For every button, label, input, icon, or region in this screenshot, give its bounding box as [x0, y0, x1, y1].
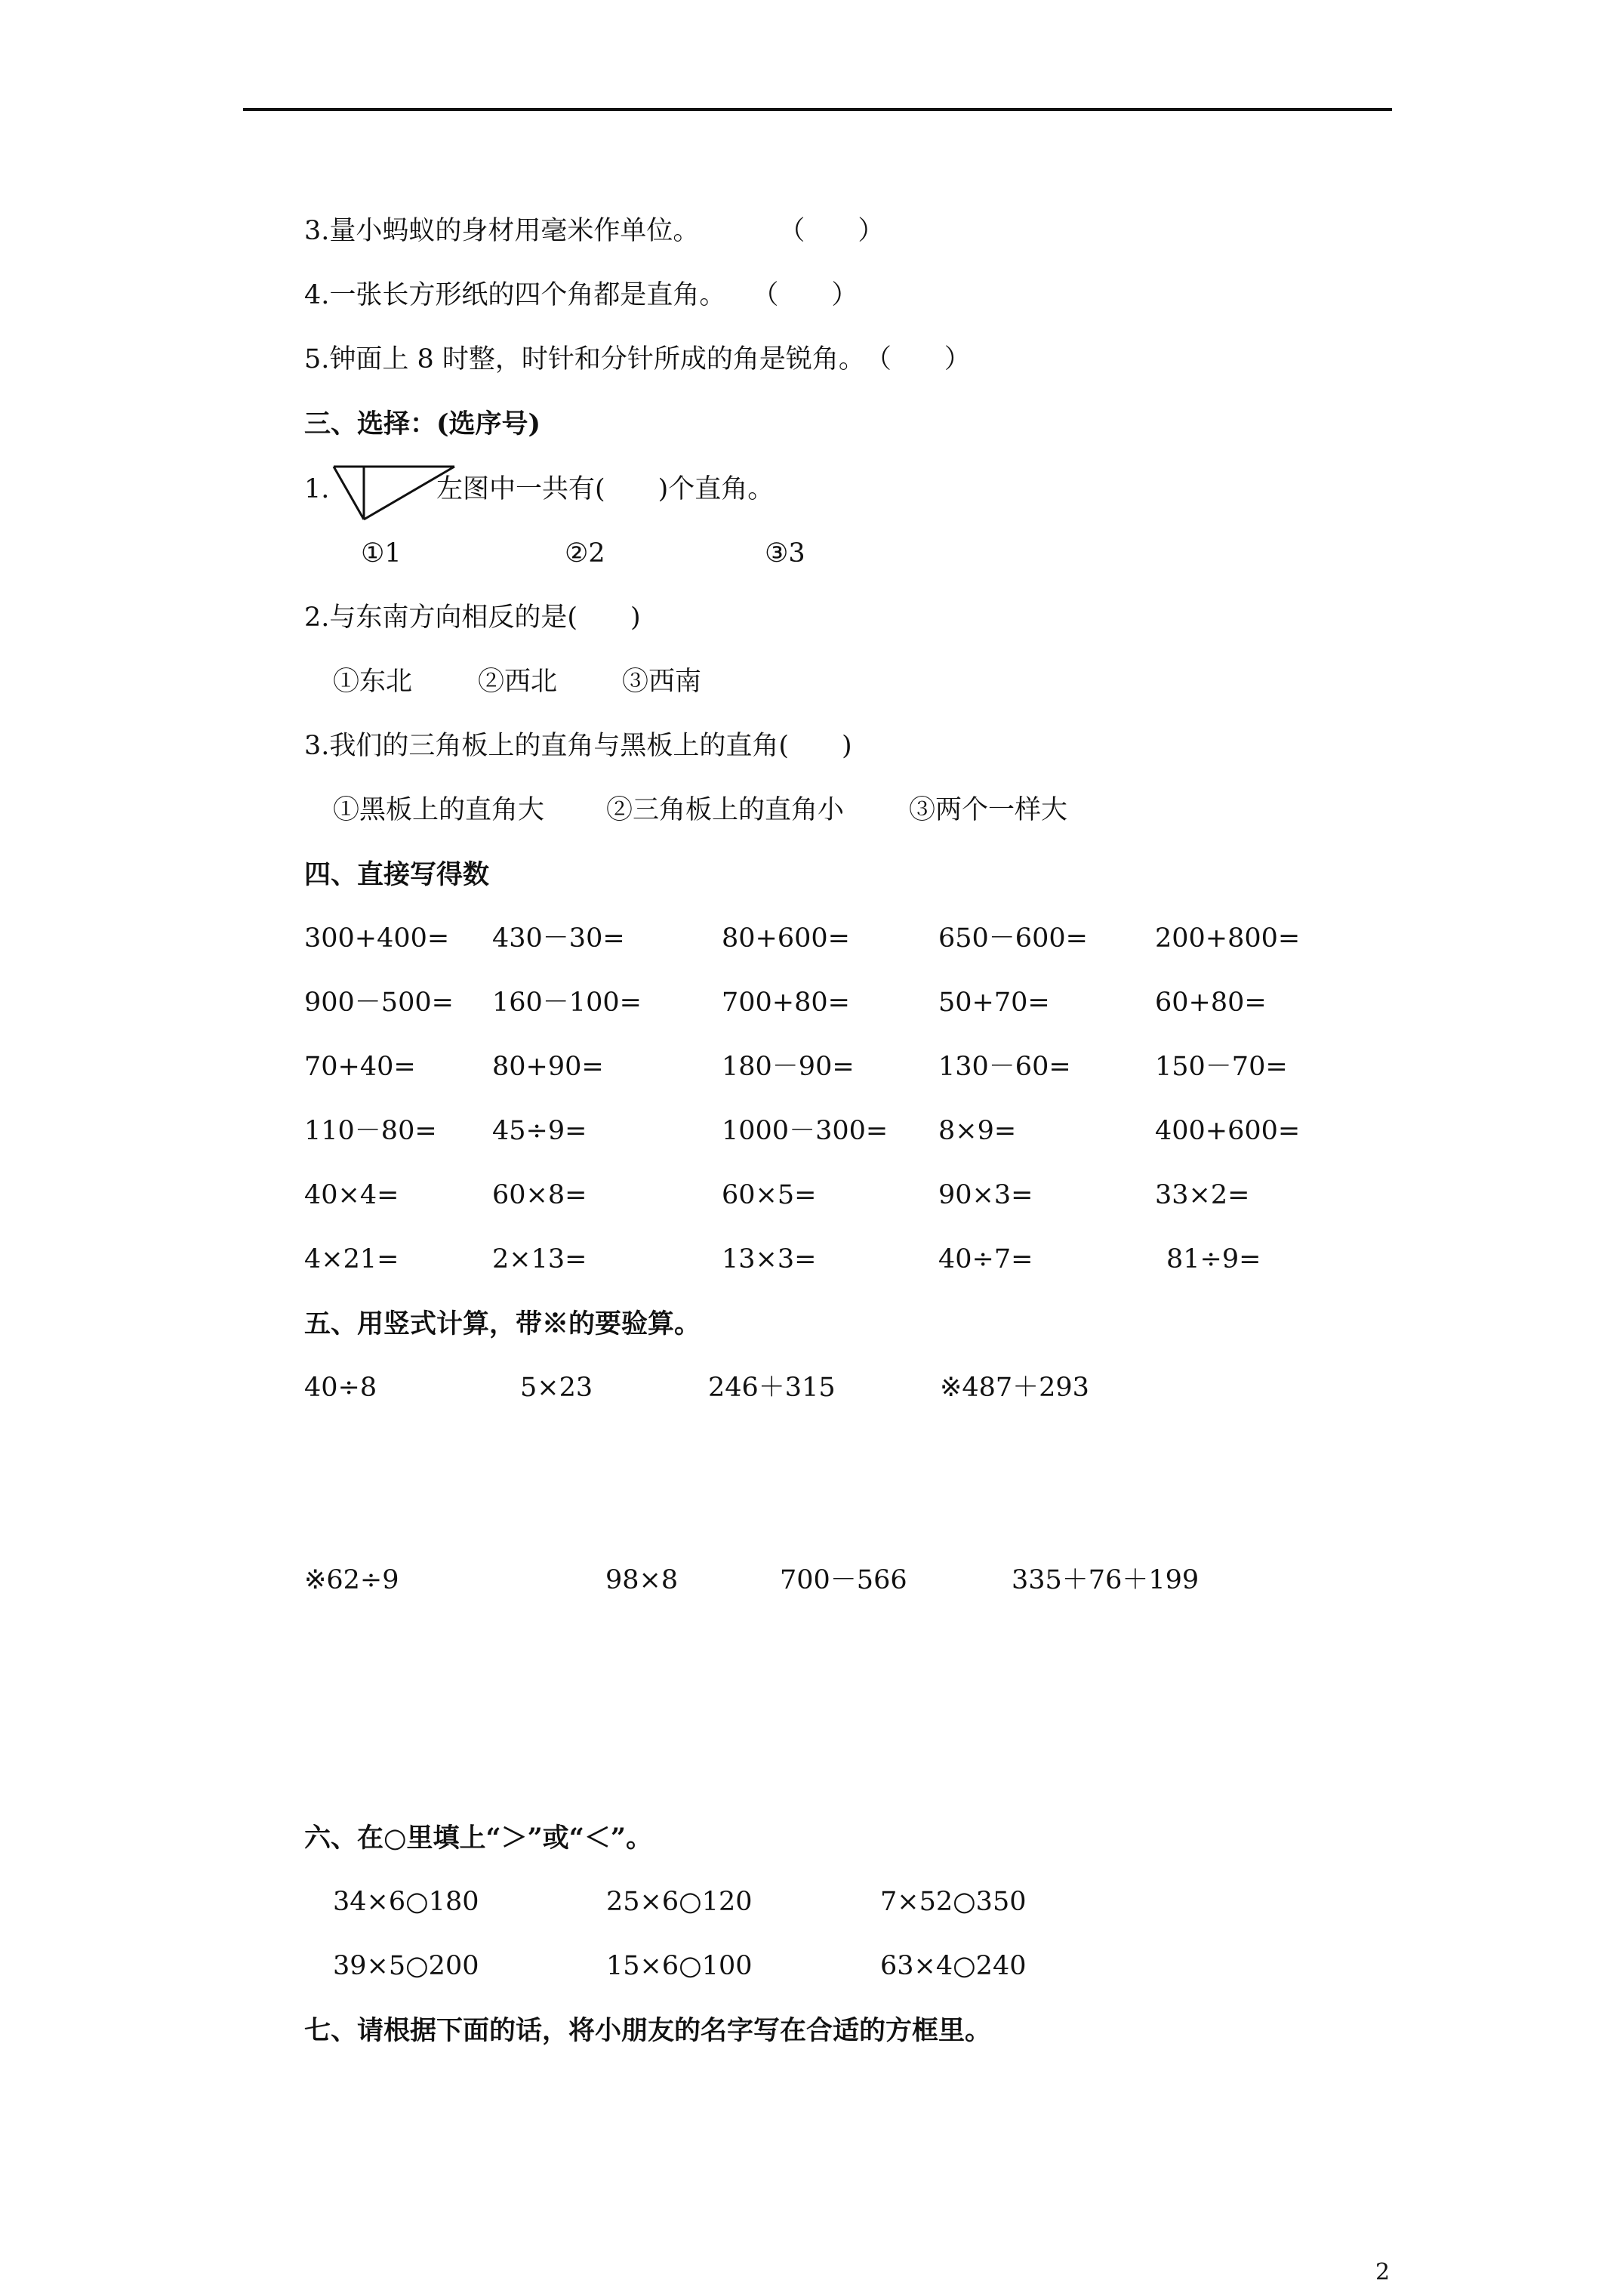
q2-option-2: ②西北	[478, 667, 558, 697]
header-rule	[243, 108, 1392, 111]
vertical-calc-item: ※487＋293	[940, 1373, 1089, 1403]
compare-item: 7×52○350	[880, 1887, 1027, 1917]
calc-item: 150－70=	[1155, 1052, 1288, 1082]
calc-item: 80+90=	[492, 1052, 604, 1082]
calc-item: 2×13=	[492, 1244, 587, 1274]
compare-item: 15×6○100	[606, 1951, 753, 1981]
section5-heading: 五、用竖式计算，带※的要验算。	[304, 1308, 701, 1339]
calc-item: 45÷9=	[492, 1116, 587, 1146]
compare-item: 63×4○240	[880, 1951, 1027, 1981]
q3-option-3: ③两个一样大	[909, 795, 1068, 825]
calc-item: 60×8=	[492, 1180, 587, 1210]
q3-option-1: ①黑板上的直角大	[333, 795, 545, 825]
calc-item: 80+600=	[722, 923, 850, 954]
calc-item: 400+600=	[1155, 1116, 1301, 1146]
judge-item-5: 5.钟面上 8 时整，时针和分针所成的角是锐角。 （ ）	[304, 344, 971, 374]
calc-item: 70+40=	[304, 1052, 416, 1082]
calc-item: 60×5=	[722, 1180, 817, 1210]
calc-item: 160－100=	[492, 988, 642, 1018]
calc-item: 40÷7=	[938, 1244, 1033, 1274]
calc-item: 40×4=	[304, 1180, 399, 1210]
section6-heading: 六、在○里填上“＞”或“＜”。	[304, 1823, 653, 1854]
calc-item: 60+80=	[1155, 988, 1267, 1018]
calc-item: 200+800=	[1155, 923, 1301, 954]
q2-option-3: ③西南	[622, 667, 702, 697]
calc-item: 130－60=	[938, 1052, 1071, 1082]
section3-heading: 三、选择：(选序号)	[304, 408, 541, 439]
vertical-calc-item: 98×8	[605, 1565, 679, 1595]
calc-item: 50+70=	[938, 988, 1050, 1018]
judge-item-4: 4.一张长方形纸的四个角都是直角。 （ ）	[304, 280, 858, 310]
q3-text: 3.我们的三角板上的直角与黑板上的直角( )	[304, 731, 852, 761]
calc-item: 700+80=	[722, 988, 850, 1018]
calc-item: 300+400=	[304, 923, 450, 954]
q2-text: 2.与东南方向相反的是( )	[304, 603, 641, 633]
calc-item: 650－600=	[938, 923, 1088, 954]
vertical-calc-item: 40÷8	[304, 1373, 377, 1403]
vertical-calc-item: 246＋315	[708, 1373, 836, 1403]
calc-item: 1000－300=	[722, 1116, 888, 1146]
compare-item: 39×5○200	[333, 1951, 479, 1981]
q2-option-1: ①东北	[333, 667, 413, 697]
calc-item: 4×21=	[304, 1244, 399, 1274]
q1-option-1: ①1	[361, 538, 402, 569]
calc-item: 430－30=	[492, 923, 625, 954]
compare-item: 25×6○120	[606, 1887, 753, 1917]
q3-option-2: ②三角板上的直角小	[606, 795, 845, 825]
section7-heading: 七、请根据下面的话，将小朋友的名字写在合适的方框里。	[304, 2015, 992, 2046]
page-number: 2	[1375, 2259, 1390, 2285]
calc-item: 33×2=	[1155, 1180, 1250, 1210]
q1-option-2: ②2	[565, 538, 605, 569]
section4-heading: 四、直接写得数	[304, 859, 490, 890]
compare-item: 34×6○180	[333, 1887, 479, 1917]
calc-item: 900－500=	[304, 988, 454, 1018]
vertical-calc-item: 700－566	[780, 1565, 907, 1595]
q1-number: 1.	[304, 474, 330, 504]
calc-item: 90×3=	[938, 1180, 1033, 1210]
calc-item: 180－90=	[722, 1052, 855, 1082]
calc-item: 13×3=	[722, 1244, 817, 1274]
vertical-calc-item: 5×23	[520, 1373, 593, 1403]
vertical-calc-item: 335＋76＋199	[1012, 1565, 1200, 1595]
q1-option-3: ③3	[765, 538, 805, 569]
vertical-calc-item: ※62÷9	[304, 1565, 399, 1595]
calc-item: 8×9=	[938, 1116, 1017, 1146]
calc-item: 110－80=	[304, 1116, 437, 1146]
q1-text: 左图中一共有( )个直角。	[436, 474, 775, 504]
judge-item-3: 3.量小蚂蚁的身材用毫米作单位。 （ ）	[304, 216, 885, 246]
calc-item: 81÷9=	[1166, 1244, 1261, 1274]
